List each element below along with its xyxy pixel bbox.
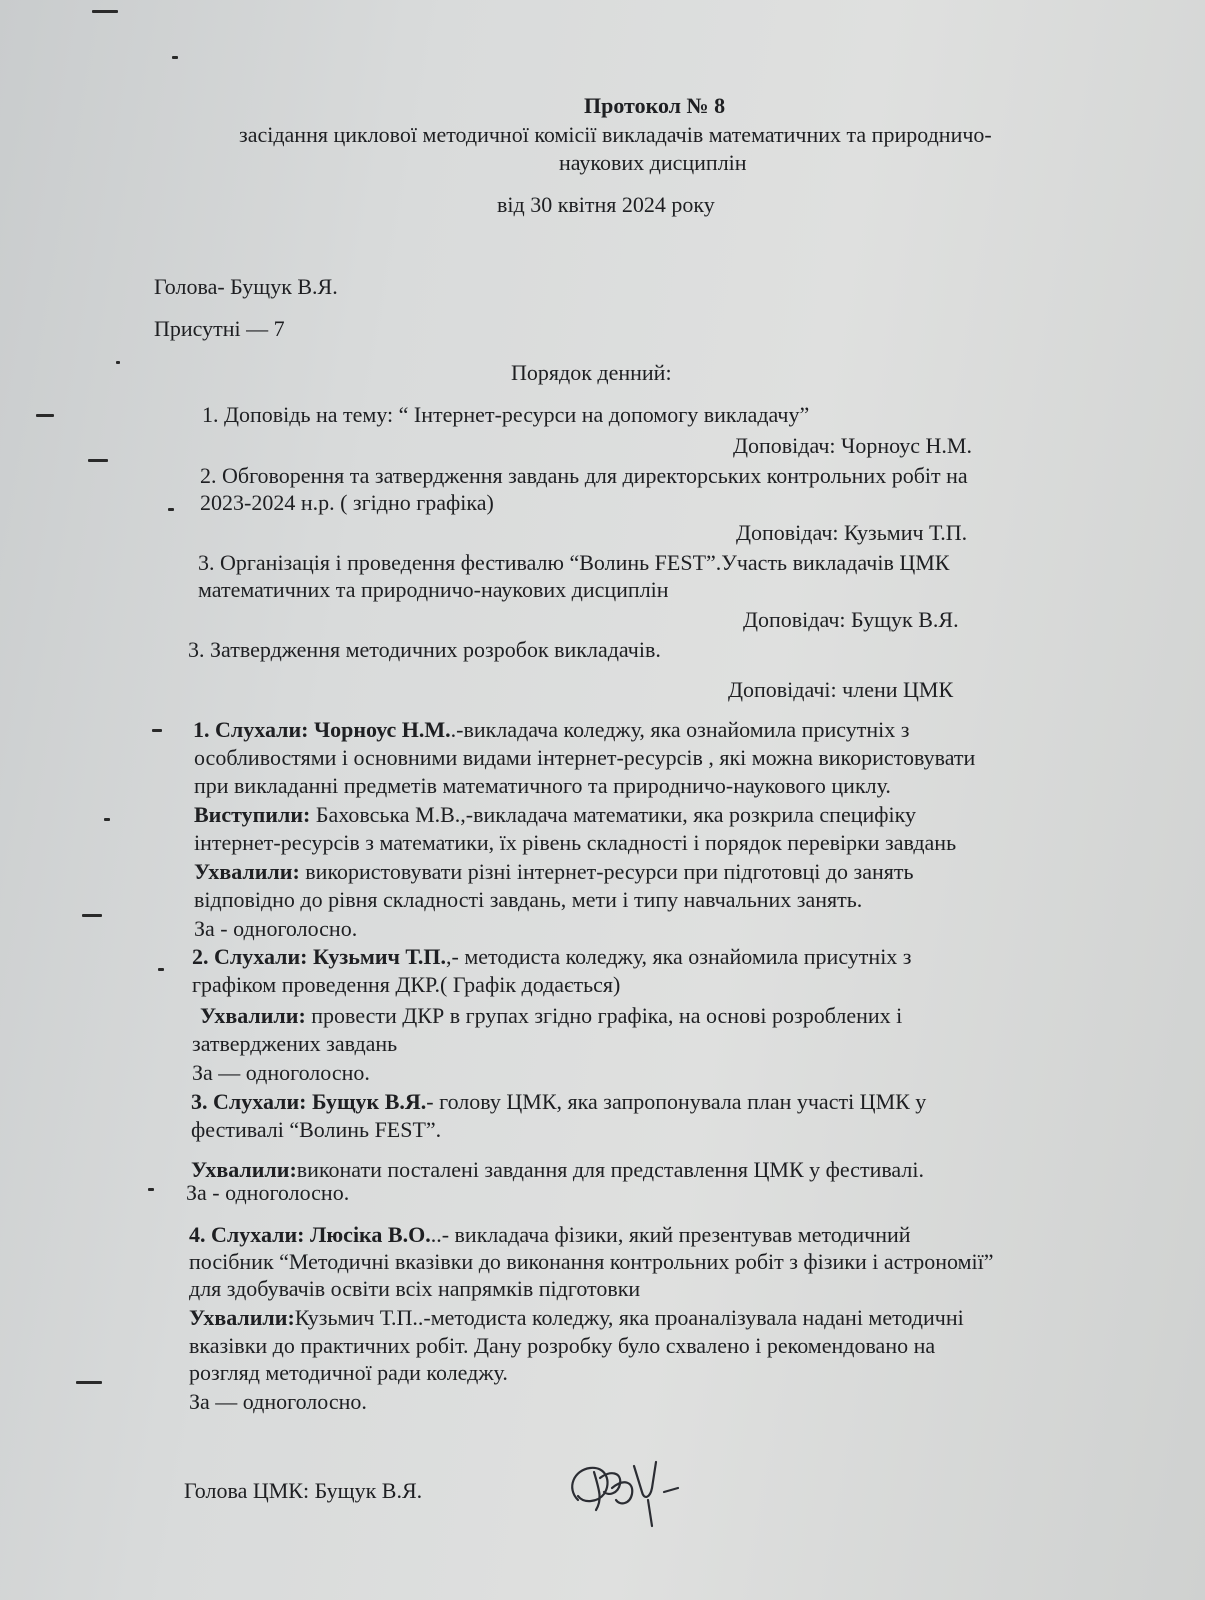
handwritten-signature-icon bbox=[560, 1448, 700, 1528]
resolved-4 bbox=[189, 1305, 964, 1331]
resolved-1 bbox=[194, 859, 914, 885]
scan-mark bbox=[116, 361, 120, 364]
heard-1-label: 1. Слухали: Чорноус Н.М. bbox=[193, 717, 451, 742]
resolved-4-line-2: вказівки до практичних робіт. Дану розробку було схвалено і рекомендовано на bbox=[189, 1333, 936, 1358]
spoke-1 bbox=[194, 802, 916, 828]
resolved-4-line-3: розгляд методичної ради коледжу. bbox=[189, 1360, 508, 1385]
resolved-4-text: Кузьмич Т.П..-методиста коледжу, яка проаналізувала надані методичні bbox=[294, 1305, 964, 1330]
present-line: Присутні — 7 bbox=[154, 316, 285, 341]
heard-2-text: ,- методиста коледжу, яка ознайомила присутніх з bbox=[446, 944, 912, 969]
heard-1 bbox=[193, 717, 909, 743]
vote-1: За - одноголосно. bbox=[194, 916, 358, 941]
scan-mark bbox=[88, 459, 108, 462]
document-date: від 30 квітня 2024 року bbox=[497, 192, 715, 217]
agenda-item-2-cont: 2023-2024 н.р. ( згідно графіка) bbox=[200, 490, 494, 515]
scan-mark bbox=[158, 968, 164, 971]
heard-3 bbox=[191, 1089, 926, 1115]
scan-mark bbox=[172, 56, 178, 59]
agenda-item-1-speaker: Доповідач: Чорноус Н.М. bbox=[733, 433, 972, 458]
resolved-2-line-2: затверджених завдань bbox=[192, 1031, 398, 1056]
chair-line: Голова- Бущук В.Я. bbox=[154, 274, 338, 299]
resolved-1-label: Ухвалили: bbox=[194, 859, 300, 884]
scan-mark bbox=[168, 508, 174, 511]
heard-1-line-3: при викладанні предметів математичного та природничо-наукового циклу. bbox=[194, 773, 891, 798]
scan-mark bbox=[148, 1188, 154, 1191]
agenda-item-3: 3. Організація і проведення фестивалю “Волинь FEST”.Участь викладачів ЦМК bbox=[198, 550, 950, 575]
heard-3-label: 3. Слухали: Бущук В.Я. bbox=[191, 1089, 427, 1114]
scan-mark bbox=[152, 729, 162, 732]
scan-mark bbox=[82, 914, 102, 917]
document-title: Протокол № 8 bbox=[584, 93, 726, 118]
agenda-item-3-speaker: Доповідач: Бущук В.Я. bbox=[743, 607, 959, 632]
vote-3: За - одноголосно. bbox=[186, 1180, 350, 1205]
resolved-3-label: Ухвалили: bbox=[191, 1157, 297, 1182]
agenda-item-2-speaker: Доповідач: Кузьмич Т.П. bbox=[736, 520, 968, 545]
agenda-item-4: 3. Затвердження методичних розробок викладачів. bbox=[188, 637, 661, 662]
heard-2-label: 2. Слухали: Кузьмич Т.П. bbox=[192, 944, 447, 969]
scan-mark bbox=[36, 414, 54, 417]
spoke-1-line-2: інтернет-ресурсів з математики, їх рівень складності і порядок перевірки завдань bbox=[194, 830, 957, 855]
resolved-1-line-2: відповідно до рівня складності завдань, мети і типу навчальних занять. bbox=[194, 887, 863, 912]
heard-3-text: - голову ЦМК, яка запропонувала план участі ЦМК у bbox=[426, 1089, 927, 1114]
agenda-item-1: 1. Доповідь на тему: “ Інтернет-ресурси на допомогу викладачу” bbox=[202, 402, 810, 427]
vote-4: За — одноголосно. bbox=[189, 1389, 367, 1414]
scan-mark bbox=[76, 1381, 102, 1384]
agenda-title: Порядок денний: bbox=[511, 360, 672, 385]
agenda-item-4-speaker: Доповідачі: члени ЦМК bbox=[728, 677, 954, 702]
heard-4 bbox=[189, 1222, 911, 1248]
resolved-3-text: виконати посталені завдання для представлення ЦМК у фестивалі. bbox=[296, 1157, 924, 1182]
resolved-2 bbox=[200, 1003, 902, 1029]
scan-mark bbox=[104, 818, 110, 821]
agenda-item-2: 2. Обговорення та затвердження завдань для директорських контрольних робіт на bbox=[200, 463, 968, 488]
heard-2 bbox=[192, 944, 912, 970]
document-subtitle: засідання циклової методичної комісії викладачів математичних та природничо- bbox=[239, 122, 992, 147]
heard-3-line-2: фестивалі “Волинь FEST”. bbox=[191, 1117, 442, 1142]
vote-2: За — одноголосно. bbox=[192, 1060, 370, 1085]
heard-4-label: 4. Слухали: Люсіка В.О. bbox=[189, 1222, 431, 1247]
spoke-1-label: Виступили: bbox=[194, 802, 311, 827]
document-subtitle-cont: наукових дисциплін bbox=[559, 150, 747, 175]
heard-4-line-3: для здобувачів освіти всіх напрямків підготовки bbox=[189, 1276, 641, 1301]
heard-4-line-2: посібник “Методичні вказівки до виконання контрольних робіт з фізики і астрономії” bbox=[189, 1249, 994, 1274]
resolved-2-label: Ухвалили: bbox=[200, 1003, 306, 1028]
signature-label: Голова ЦМК: Бущук В.Я. bbox=[184, 1478, 423, 1503]
heard-4-text: ..- викладача фізики, який презентував методичний bbox=[430, 1222, 911, 1247]
resolved-2-text: провести ДКР в групах згідно графіка, на основі розроблених і bbox=[305, 1003, 903, 1028]
resolved-4-label: Ухвалили: bbox=[189, 1305, 295, 1330]
resolved-1-text: використовувати різні інтернет-ресурси при підготовці до занять bbox=[299, 859, 914, 884]
agenda-item-3-cont: математичних та природничо-наукових дисциплін bbox=[198, 577, 669, 602]
heard-1-text: .-викладача коледжу, яка ознайомила присутніх з bbox=[450, 717, 910, 742]
spoke-1-text: Баховська М.В.,-викладача математики, яка розкрила специфіку bbox=[310, 802, 917, 827]
scan-mark bbox=[92, 10, 118, 13]
heard-1-line-2: особливостями і основними видами інтернет-ресурсів , які можна використовувати bbox=[194, 745, 976, 770]
heard-2-line-2: графіком проведення ДКР.( Графік додається) bbox=[192, 972, 621, 997]
